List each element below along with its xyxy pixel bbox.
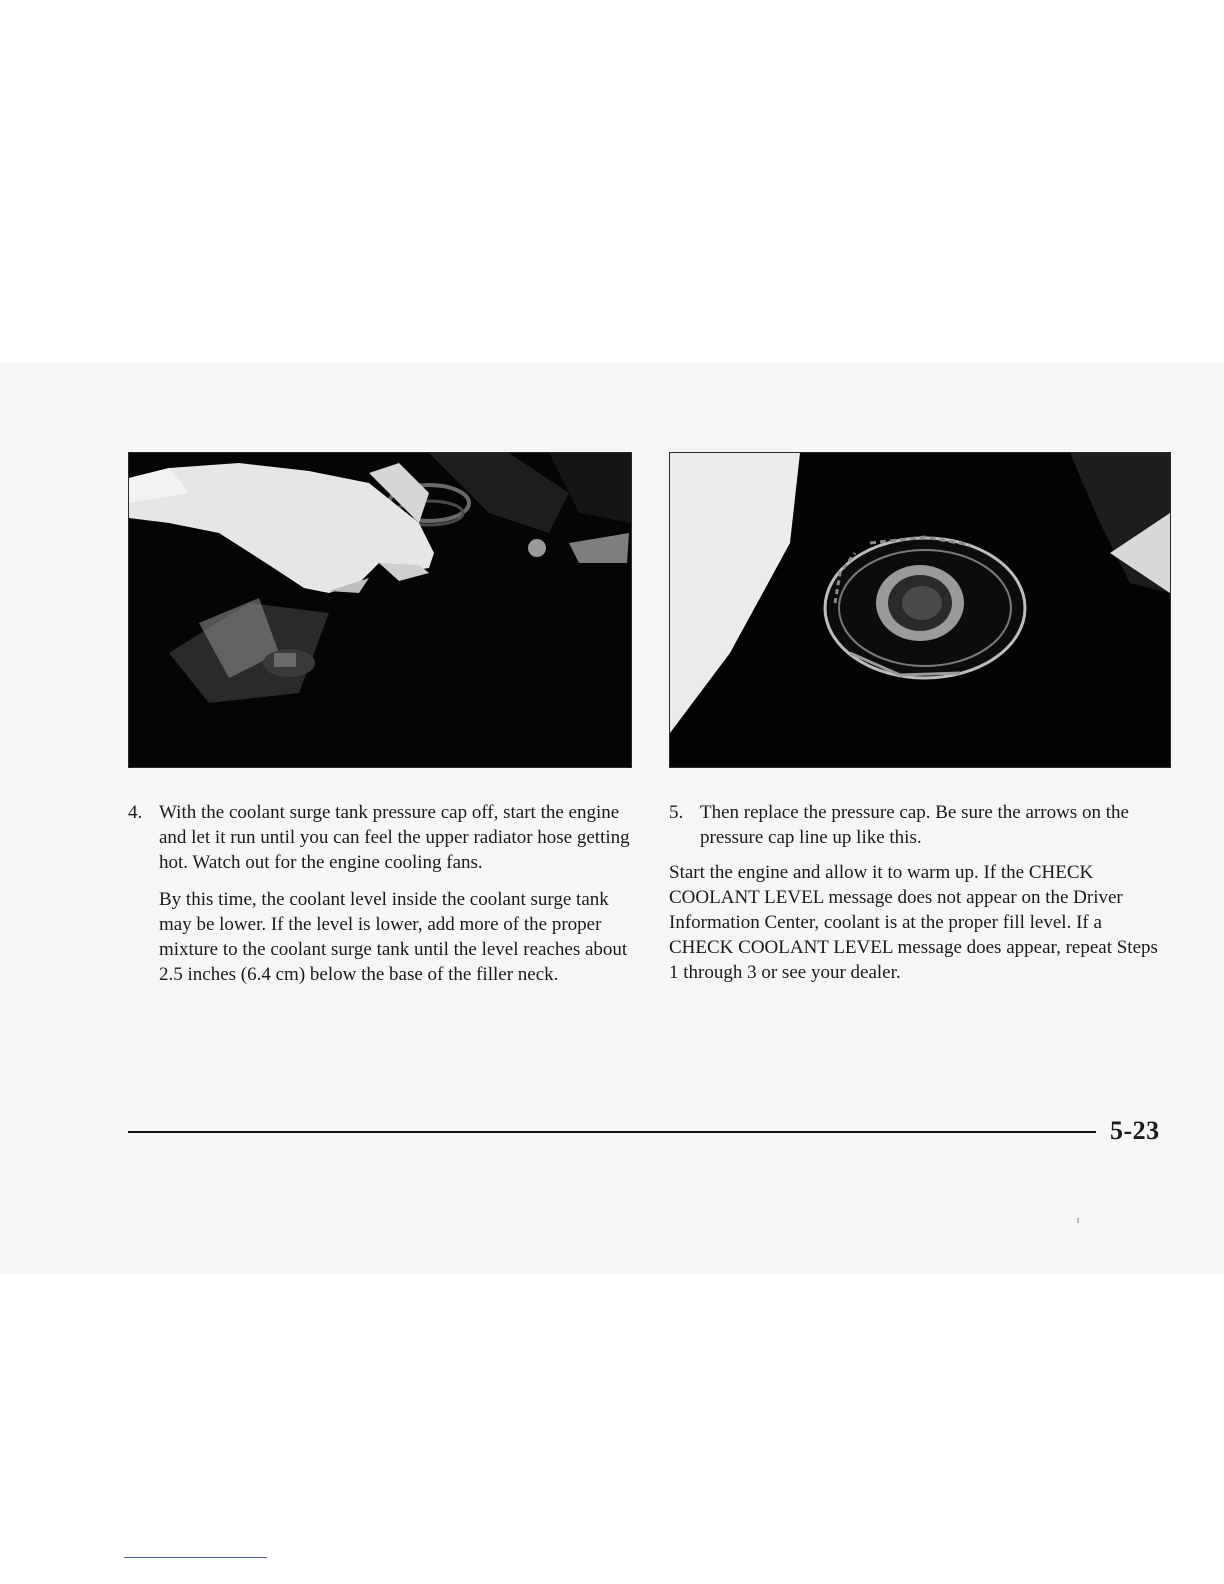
step-5-number: 5. xyxy=(669,802,684,823)
step-5 xyxy=(669,800,1169,850)
step-4-number: 4. xyxy=(128,802,143,823)
scan-speck xyxy=(1077,1218,1079,1223)
step-4 xyxy=(128,800,634,875)
page-number: 5-23 xyxy=(1110,1116,1160,1145)
pressure-cap-illustration xyxy=(670,453,1170,767)
step-5-followup: Start the engine and allow it to warm up. If the CHECK COOLANT LEVEL message does not appear on the Driver Information Center, coolant is at the proper fill level. If a CHECK COOLANT LEVEL message does appear, repeat Steps 1 through 3 or see your dealer. xyxy=(669,862,1158,983)
left-column xyxy=(128,800,634,987)
bottom-link-rule xyxy=(124,1557,267,1558)
right-column xyxy=(669,800,1169,985)
step-4-text: With the coolant surge tank pressure cap off, start the engine and let it run until you can feel the upper radiator hose getting hot. Watch out for the engine cooling fans. xyxy=(159,802,630,873)
step-4-followup: By this time, the coolant level inside the coolant surge tank may be lower. If the level is lower, add more of the proper mixture to the coolant surge tank until the level reaches about 2.5 inches (6.4 cm) below the base of the filler neck. xyxy=(159,889,628,985)
step-5-text: Then replace the pressure cap. Be sure the arrows on the pressure cap line up like this. xyxy=(700,802,1129,848)
hand-on-hose-illustration xyxy=(129,453,631,767)
photo-hand-on-radiator-hose xyxy=(128,452,632,768)
photo-pressure-cap xyxy=(669,452,1171,768)
footer-rule xyxy=(128,1131,1096,1133)
